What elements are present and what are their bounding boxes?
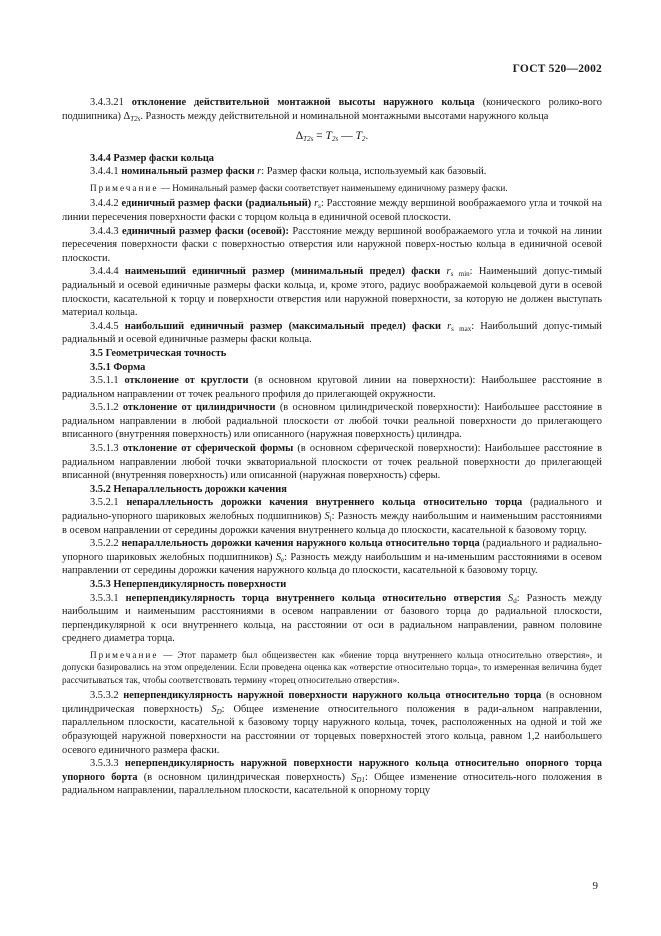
- clause-3-4-4-3: 3.4.4.3 единичный размер фаски (осевой): Расстояние между вершиной воображаемого угла и точкой на линии пересечения поверхности фаски с поверхностью отверстия или наружной поверх-ностью кольца в единичной осевой плоскости.: [62, 225, 602, 264]
- page-content: [62, 96, 602, 798]
- clause-term: неперпендикулярность наружной поверхности наружного кольца относительно торца: [123, 690, 542, 702]
- clause-term: непараллельность дорожки качения внутреннего кольца относительно торца: [126, 497, 523, 509]
- clause-3-5-3-2: 3.5.3.2 неперпендикулярность наружной поверхности наружного кольца относительно торца (в основном цилиндрическая поверхность) $S_D$: Общее изменение относительного положения в ради-альном направлении, параллельном плоскости, касательной к базовому торцу наружного кольца, точек, расположенных на одной и той же образующей наружной поверхности на расстоянии от торцевых поверхностей этого кольца, равном 1,2 наибольшего осевого единичного размера фаски.: [62, 690, 602, 756]
- section-heading: 3.5.2 Непараллельность дорожки качения: [90, 483, 287, 495]
- clause-term: наименьший единичный размер (минимальный предел) фаски: [124, 266, 441, 278]
- document-header: ГОСТ 520—2002: [512, 63, 602, 75]
- clause-3-5-2-1: 3.5.2.1 непараллельность дорожки качения внутреннего кольца относительно торца (радиального и радиально-упорного шариковых желобных подшипников) $S_i$: Разность между наибольшим и наименьшим расстояниями в осевом направлении от середины дорожки качения внутреннего кольца до плоскости, касательной к базовому торцу.: [62, 497, 602, 536]
- formula: $\Delta_{T2s} = T_{2s}$ — $T_2$.: [295, 130, 369, 144]
- note: Примечание — Номинальный размер фаски соответствует наименьшему единичному размеру фаски.: [90, 182, 508, 193]
- clause-3-4-3-21: 3.4.3.21 отклонение действительной монтажной высоты наружного кольца (конического ролико-вого подшипника) $\Delta_{T2s}$. Разность между действительной и номинальной монтажными высотами наружного кольца: [62, 97, 602, 123]
- clause-term: отклонение от круглости: [124, 375, 249, 387]
- section-heading: 3.4.4 Размер фаски кольца: [90, 152, 214, 164]
- section-heading: 3.5 Геометрическая точность: [90, 347, 227, 359]
- clause-term: непараллельность дорожки качения наружного кольца относительно торца: [121, 538, 480, 550]
- clause-3-5-1-3: 3.5.1.3 отклонение от сферической формы (в основном сферической поверхности): Наибольшее расстояние в радиальном направлении любой точки экваториальной плоскости от точек реальной поверхности до прилегающей вписанной (внутренняя поверхность) или описанной (наружная поверхность) сферы.: [62, 443, 602, 482]
- clause-3-4-4-2: 3.4.4.2 единичный размер фаски (радиальный) $r_s$: Расстояние между вершиной воображаемого угла и точкой на линии пересечения поверхности фаски с торцом кольца в единичной осевой плоскости.: [62, 198, 602, 223]
- section-heading: 3.5.1 Форма: [90, 361, 146, 373]
- clause-term: наибольший единичный размер (максимальный предел) фаски: [124, 320, 441, 332]
- clause-term: отклонение от цилиндричности: [122, 402, 276, 414]
- clause-term: неперпендикулярность торца внутреннего кольца относительно отверстия: [125, 592, 501, 604]
- document-page: [62, 0, 602, 936]
- clause-3-5-1-2: 3.5.1.2 отклонение от цилиндричности (в основном цилиндрической поверхности): Наибольшее расстояние в радиальном направлении в любой радиальной плоскости от любой точки реальной поверхности до прилегающего вписанного (внутренняя поверхность) или описанного (наружная поверхность) цилиндра.: [62, 402, 602, 441]
- clause-term: неперпендикулярность наружной поверхности наружного кольца относительно опорного торца упорного борта: [62, 758, 602, 783]
- page-number: 9: [592, 880, 598, 892]
- clause-3-5-3-1: 3.5.3.1 неперпендикулярность торца внутреннего кольца относительно отверстия $S_d$: Разность между наибольшим и наименьшим расстояниями в осевом направлении от базового торца до радиальной плоскости, перпендикулярной к оси внутреннего кольца, на расстоянии от оси в радиальном направлении, равном половине среднего диаметра торца.: [62, 592, 602, 645]
- clause-3-4-4-1: 3.4.4.1 номинальный размер фаски r: Размер фаски кольца, используемый как базовый.: [90, 166, 487, 178]
- clause-3-5-3-3: 3.5.3.3 неперпендикулярность наружной поверхности наружного кольца относительно опорного торца упорного борта (в основном цилиндрическая поверхность) $S_{D1}$: Общее изменение относитель-ного положения в радиальном направлении, параллельном плоскости, касательной к опорному торцу: [62, 758, 602, 797]
- clause-term: номинальный размер фаски: [121, 166, 255, 178]
- clause-3-5-1-1: 3.5.1.1 отклонение от круглости (в основном круговой линии на поверхности): Наибольшее расстояние в радиальном направлении от точек реального профиля до прилегающей окружности.: [62, 375, 602, 400]
- section-heading: 3.5.3 Неперпендикулярность поверхности: [90, 579, 287, 590]
- clause-3-4-4-4: 3.4.4.4 наименьший единичный размер (минимальный предел) фаски $r_{s min}$: Наименьший допус-тимый радиальный и осевой единичные размеры фаски кольца, и, кроме этого, радиус воображаемой кольцевой дуги в осевой плоскости, касательной к торцу и поверхности отверстия или наружной поверхности, за которую не должен выступать материал кольца.: [62, 266, 602, 319]
- clause-term: отклонение от сферической формы: [122, 443, 294, 455]
- clause-term: единичный размер фаски (радиальный): [121, 198, 312, 210]
- clause-term: единичный размер фаски (осевой):: [122, 225, 289, 237]
- note: Примечание — Этот параметр был общеизвестен как «биение торца внутреннего кольца относительно отверстия», и допуски базировались на этом определении. Если проведена оценка как «отверстие относительно торца», то измеренная величина будет рассчитываться так, чтобы соответствовать термину «торец относительно отверстия».: [62, 649, 602, 685]
- clause-3-5-2-2: 3.5.2.2 непараллельность дорожки качения наружного кольца относительно торца (радиального и радиально-упорного шариковых желобных подшипников) $S_e$: Разность между наибольшим и на-именьшим расстояниями в осевом направлении от середины дорожки качения наружного кольца до плоскости, касательной к базовому торцу.: [62, 538, 602, 577]
- clause-term: отклонение действительной монтажной высоты наружного кольца: [131, 97, 475, 108]
- clause-3-4-4-5: 3.4.4.5 наибольший единичный размер (максимальный предел) фаски $r_{s max}$: Наибольший допус-тимый радиальный и осевой единичные размеры фаски кольца.: [62, 320, 602, 346]
